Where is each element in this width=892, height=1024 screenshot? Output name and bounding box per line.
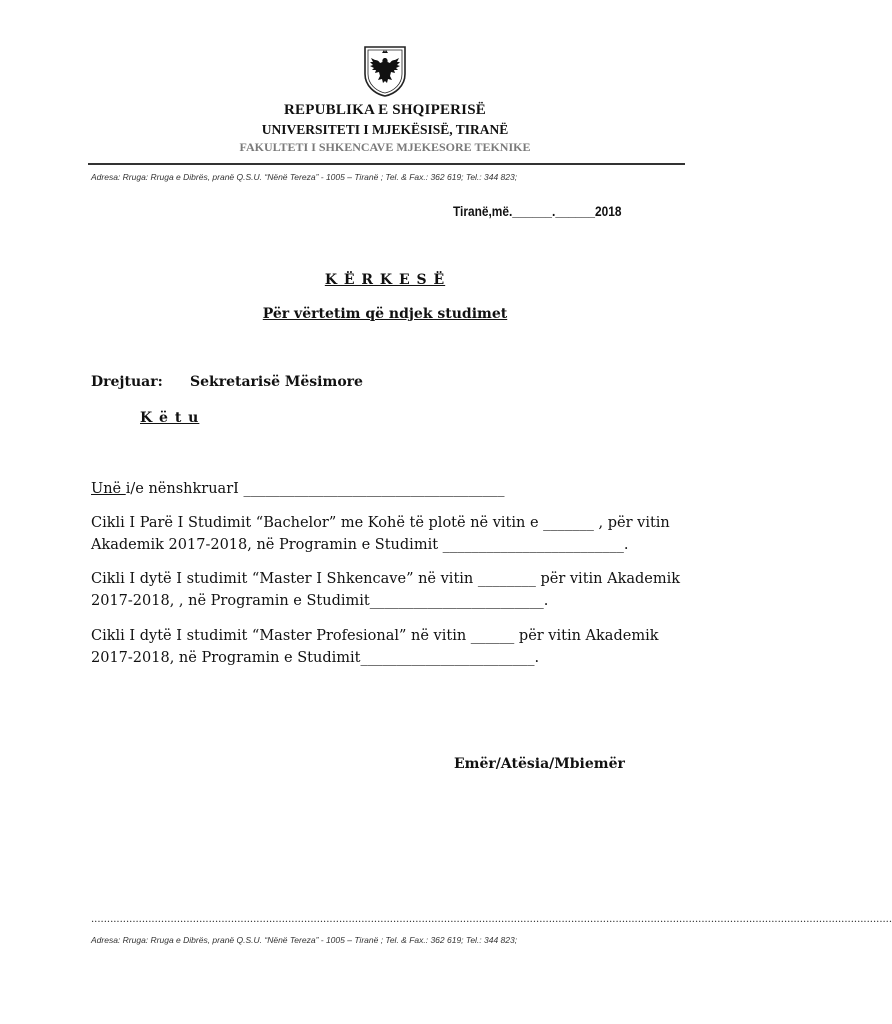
header-university: UNIVERSITETI I MJEKËSISË, TIRANË <box>261 122 509 137</box>
footer-dotted-line: ............................................................................................................................................................................................................................................................ <box>91 914 892 925</box>
albanian-eagle-emblem <box>362 44 408 98</box>
here-label: K ë t u <box>140 410 200 426</box>
addressed-to-label: Drejtuar: <box>91 374 163 390</box>
document-subtitle: Për vërtetim që ndjek studimet <box>262 306 508 322</box>
document-title: K Ë R K E S Ë <box>324 272 446 288</box>
signer-pronoun: Unë <box>91 481 126 497</box>
signature-label: Emër/Atësia/Mbiemër <box>454 756 625 772</box>
header-faculty: FAKULTETI I SHKENCAVE MJEKESORE TEKNIKE <box>239 140 531 154</box>
header-address: Adresa: Rruga: Rruga e Dibrës, pranë Q.S.U. “Nënë Tereza” - 1005 – Tiranë ; Tel. & Fax.: 362 619; Tel.: 344 823; <box>91 172 518 182</box>
signer-line <box>91 478 691 500</box>
addressed-to-value: Sekretarisë Mësimore <box>190 374 363 390</box>
header-republic: REPUBLIKA E SHQIPERISË <box>284 102 486 118</box>
master-professional-paragraph: Cikli I dytë I studimit “Master Profesional” në vitin ______ për vitin Akademik 2017-2018, në Programin e Studimit________________________. <box>91 628 659 666</box>
document-date: Tiranë,më.______.______2018 <box>453 203 622 219</box>
signer-blank: i/e nënshkruarI ____________________________________ <box>125 481 505 497</box>
header-divider <box>88 163 685 165</box>
master-science-paragraph: Cikli I dytë I studimit “Master I Shkencave” në vitin ________ për vitin Akademik 2017-2018, , në Programin e Studimit________________________. <box>91 571 681 609</box>
bachelor-paragraph: Cikli I Parë I Studimit “Bachelor” me Kohë të plotë në vitin e _______ , për vitin Akademik 2017-2018, në Programin e Studimit _________________________. <box>91 515 670 553</box>
footer-address: Adresa: Rruga: Rruga e Dibrës, pranë Q.S.U. “Nënë Tereza” - 1005 – Tiranë ; Tel. & Fax.: 362 619; Tel.: 344 823; <box>91 935 518 945</box>
